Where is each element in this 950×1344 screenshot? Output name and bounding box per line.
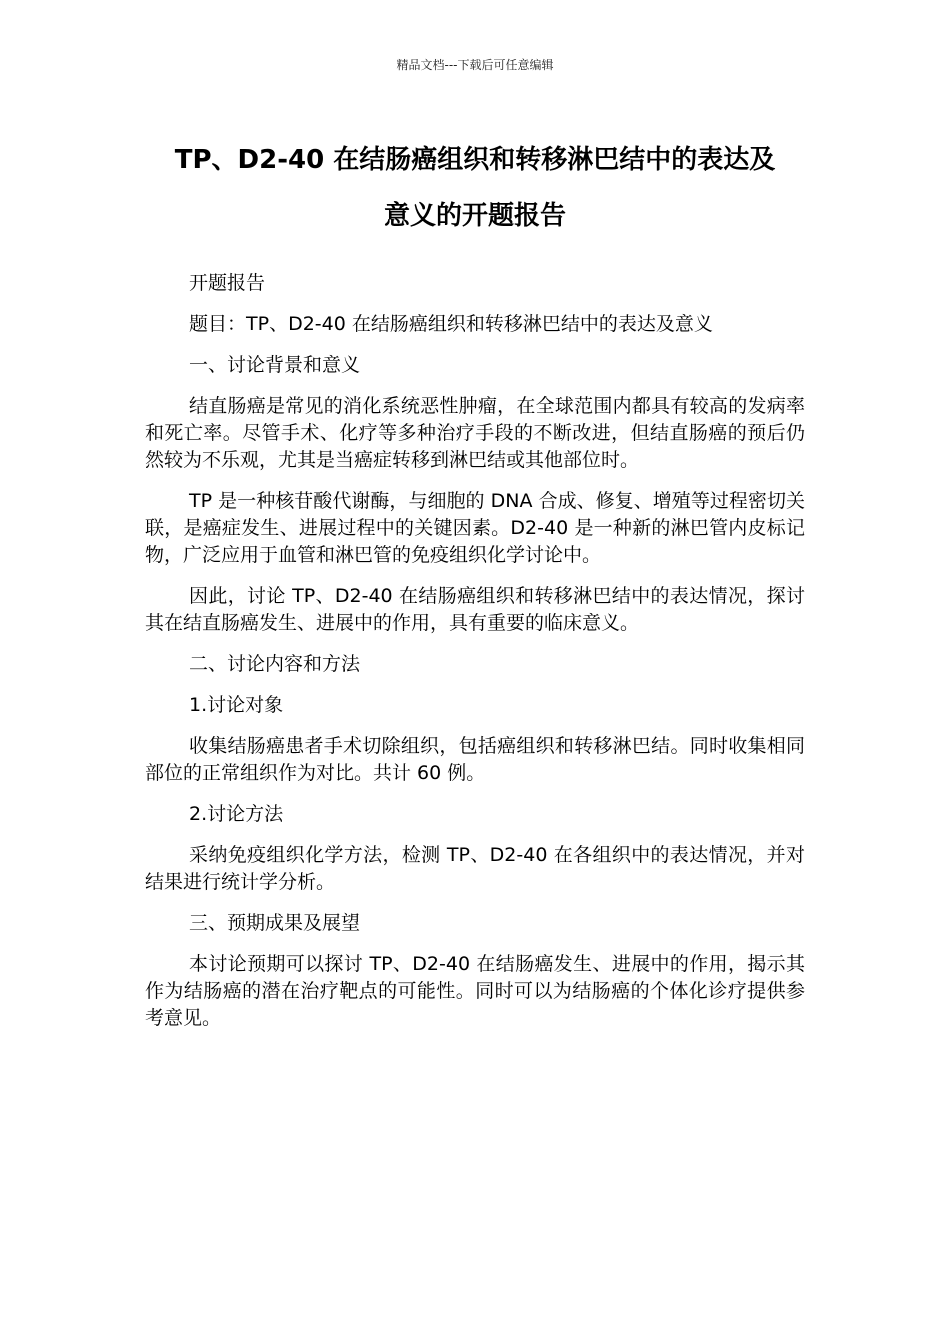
paragraph-background-1: 结直肠癌是常见的消化系统恶性肿瘤，在全球范围内都具有较高的发病率和死亡率。尽管手术、化疗等多种治疗手段的不断改进，但结直肠癌的预后仍然较为不乐观，尤其是当癌症转移到淋巴结或其他部位时。	[145, 395, 805, 471]
paragraph-subjects: 收集结肠癌患者手术切除组织，包括癌组织和转移淋巴结。同时收集相同部位的正常组织作为对比。共计 60 例。	[145, 735, 805, 784]
title-line-2: 意义的开题报告	[383, 201, 566, 231]
subheading-methods: 2.讨论方法	[189, 803, 284, 825]
subheading-subjects: 1.讨论对象	[189, 694, 284, 716]
header-note: 精品文档---下载后可任意编辑	[396, 58, 554, 72]
section-label-report: 开题报告	[189, 272, 266, 294]
document-title	[140, 132, 810, 244]
paragraph-methods: 采纳免疫组织化学方法，检测 TP、D2-40 在各组织中的表达情况，并对结果进行统计学分析。	[145, 844, 805, 893]
section-heading-outlook: 三、预期成果及展望	[189, 912, 361, 934]
document-body	[145, 270, 805, 1046]
section-heading-methods: 二、讨论内容和方法	[189, 653, 361, 675]
title-line-1: TP、D2-40 在结肠癌组织和转移淋巴结中的表达及	[174, 145, 776, 175]
section-heading-background: 一、讨论背景和意义	[189, 354, 361, 376]
paragraph-background-3: 因此，讨论 TP、D2-40 在结肠癌组织和转移淋巴结中的表达情况，探讨其在结直肠癌发生、进展中的作用，具有重要的临床意义。	[145, 585, 805, 634]
paragraph-background-2: TP 是一种核苷酸代谢酶，与细胞的 DNA 合成、修复、增殖等过程密切关联，是癌症发生、进展过程中的关键因素。D2-40 是一种新的淋巴管内皮标记物，广泛应用于血管和淋巴管的免疫组织化学讨论中。	[145, 490, 805, 566]
paragraph-outlook: 本讨论预期可以探讨 TP、D2-40 在结肠癌发生、进展中的作用，揭示其作为结肠癌的潜在治疗靶点的可能性。同时可以为结肠癌的个体化诊疗提供参考意见。	[145, 953, 805, 1029]
topic-line: 题目：TP、D2-40 在结肠癌组织和转移淋巴结中的表达及意义	[189, 313, 713, 335]
